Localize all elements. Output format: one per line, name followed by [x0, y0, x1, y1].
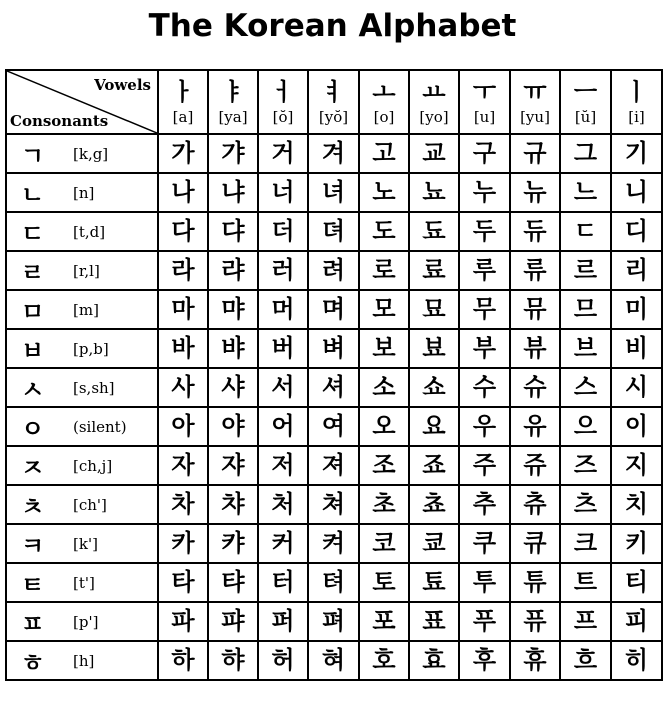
vowel-romanization: [ŭ]: [574, 108, 597, 126]
syllable-cell: 터: [258, 563, 308, 602]
syllable-cell: 먀: [208, 290, 258, 329]
consonants-label: Consonants: [10, 112, 109, 130]
syllable-cell: 수: [459, 368, 510, 407]
syllable-cell: 보: [359, 329, 409, 368]
consonant-romanization: [k']: [73, 534, 98, 553]
consonant-jamo: ㅁ: [21, 297, 45, 326]
syllable-cell: 캬: [208, 524, 258, 563]
syllable-cell: 코: [359, 524, 409, 563]
consonant-romanization: [m]: [73, 300, 99, 319]
syllable-cell: 여: [308, 407, 359, 446]
syllable-cell: 뱌: [208, 329, 258, 368]
consonant-row: [6, 290, 662, 329]
syllable-cell: 어: [258, 407, 308, 446]
syllable-cell: 흐: [560, 641, 611, 680]
syllable-cell: 류: [510, 251, 560, 290]
vowel-header-cell: [208, 70, 258, 134]
syllable-cell: 아: [158, 407, 208, 446]
syllable-cell: 햐: [208, 641, 258, 680]
syllable-cell: 뮤: [510, 290, 560, 329]
syllable-cell: 트: [560, 563, 611, 602]
syllable-cell: 로: [359, 251, 409, 290]
consonant-romanization: [h]: [73, 651, 95, 670]
syllable-cell: 듀: [510, 212, 560, 251]
syllable-cell: 프: [560, 602, 611, 641]
consonant-header-cell: [6, 407, 158, 446]
syllable-cell: 혀: [308, 641, 359, 680]
syllable-cell: 느: [560, 173, 611, 212]
syllable-cell: 퓨: [510, 602, 560, 641]
vowel-romanization: [ya]: [218, 108, 248, 126]
vowel-romanization: [o]: [373, 108, 395, 126]
syllable-cell: 고: [359, 134, 409, 173]
syllable-cell: 탸: [208, 563, 258, 602]
syllable-cell: 너: [258, 173, 308, 212]
syllable-cell: 초: [359, 485, 409, 524]
syllable-cell: 카: [158, 524, 208, 563]
consonant-jamo: ㅇ: [21, 414, 45, 443]
consonant-header-cell: [6, 173, 158, 212]
consonant-row: [6, 641, 662, 680]
syllable-cell: 호: [359, 641, 409, 680]
consonant-romanization: [t']: [73, 573, 95, 592]
syllable-cell: 쇼: [409, 368, 459, 407]
syllable-cell: 라: [158, 251, 208, 290]
syllable-cell: 므: [560, 290, 611, 329]
consonant-jamo: ㅋ: [21, 531, 45, 560]
syllable-cell: 벼: [308, 329, 359, 368]
syllable-cell: 다: [158, 212, 208, 251]
vowel-jamo: ㅏ: [171, 78, 195, 106]
syllable-cell: 머: [258, 290, 308, 329]
syllable-cell: 러: [258, 251, 308, 290]
vowel-header-cell: [158, 70, 208, 134]
consonant-row: [6, 329, 662, 368]
vowel-header-cell: [258, 70, 308, 134]
consonant-header-cell: [6, 134, 158, 173]
syllable-cell: 비: [611, 329, 662, 368]
consonant-romanization: [p,b]: [73, 339, 109, 358]
syllable-cell: 나: [158, 173, 208, 212]
syllable-cell: 기: [611, 134, 662, 173]
vowel-jamo: ㅕ: [321, 78, 346, 106]
consonant-row: [6, 602, 662, 641]
syllable-cell: 녀: [308, 173, 359, 212]
syllable-cell: 키: [611, 524, 662, 563]
consonant-header-cell: [6, 641, 158, 680]
syllable-cell: 며: [308, 290, 359, 329]
vowel-header-cell: [359, 70, 409, 134]
consonant-row: [6, 407, 662, 446]
consonant-row: [6, 134, 662, 173]
syllable-cell: 쳐: [308, 485, 359, 524]
consonant-header-cell: [6, 290, 158, 329]
syllable-cell: 챠: [208, 485, 258, 524]
vowel-jamo: ㅛ: [422, 78, 446, 106]
syllable-cell: 켜: [308, 524, 359, 563]
syllable-cell: 디: [611, 212, 662, 251]
syllable-cell: 쥬: [510, 446, 560, 485]
vowel-romanization: [u]: [473, 108, 496, 126]
syllable-cell: 저: [258, 446, 308, 485]
syllable-cell: 퍄: [208, 602, 258, 641]
syllable-cell: 됴: [409, 212, 459, 251]
syllable-cell: 포: [359, 602, 409, 641]
vowel-header-row: [6, 70, 662, 134]
syllable-cell: 이: [611, 407, 662, 446]
syllable-cell: 히: [611, 641, 662, 680]
syllable-cell: 랴: [208, 251, 258, 290]
syllable-cell: 뷰: [510, 329, 560, 368]
vowel-jamo: ㅗ: [372, 78, 396, 106]
syllable-cell: 투: [459, 563, 510, 602]
syllable-cell: 샤: [208, 368, 258, 407]
consonant-row: [6, 485, 662, 524]
vowel-header-cell: [510, 70, 560, 134]
syllable-cell: 규: [510, 134, 560, 173]
syllable-cell: 튜: [510, 563, 560, 602]
consonant-jamo: ㅈ: [21, 453, 45, 482]
consonant-header-cell: [6, 563, 158, 602]
consonant-row: [6, 251, 662, 290]
syllable-cell: 쵸: [409, 485, 459, 524]
vowel-header-cell: [409, 70, 459, 134]
vowel-jamo: ㅠ: [523, 78, 547, 106]
syllable-cell: 쿠: [459, 524, 510, 563]
vowel-romanization: [yŏ]: [318, 108, 349, 126]
syllable-cell: 미: [611, 290, 662, 329]
syllable-cell: 표: [409, 602, 459, 641]
syllable-cell: 브: [560, 329, 611, 368]
syllable-cell: 뉴: [510, 173, 560, 212]
consonant-row: [6, 212, 662, 251]
syllable-cell: 쟈: [208, 446, 258, 485]
syllable-cell: 커: [258, 524, 308, 563]
vowel-header-cell: [308, 70, 359, 134]
consonant-jamo: ㅊ: [21, 492, 45, 521]
syllable-cell: 조: [359, 446, 409, 485]
syllable-cell: 차: [158, 485, 208, 524]
syllable-cell: 추: [459, 485, 510, 524]
syllable-cell: 르: [560, 251, 611, 290]
syllable-cell: 오: [359, 407, 409, 446]
consonant-row: [6, 173, 662, 212]
consonant-jamo: ㅅ: [21, 375, 45, 404]
consonant-header-cell: [6, 602, 158, 641]
syllable-cell: 츠: [560, 485, 611, 524]
syllable-cell: 가: [158, 134, 208, 173]
syllable-cell: 퍼: [258, 602, 308, 641]
syllable-cell: 겨: [308, 134, 359, 173]
syllable-cell: 뵤: [409, 329, 459, 368]
consonant-romanization: [ch']: [73, 495, 107, 514]
vowel-header-cell: [560, 70, 611, 134]
consonant-romanization: [k,g]: [73, 144, 109, 163]
consonant-row: [6, 563, 662, 602]
syllable-cell: 후: [459, 641, 510, 680]
syllable-cell: 야: [208, 407, 258, 446]
consonant-header-cell: [6, 251, 158, 290]
syllable-cell: 처: [258, 485, 308, 524]
syllable-cell: 텨: [308, 563, 359, 602]
syllable-cell: 피: [611, 602, 662, 641]
syllable-cell: 도: [359, 212, 409, 251]
vowel-jamo: ㅣ: [624, 78, 649, 106]
consonant-row: [6, 368, 662, 407]
syllable-cell: 부: [459, 329, 510, 368]
consonant-jamo: ㄷ: [21, 219, 45, 248]
syllable-cell: 유: [510, 407, 560, 446]
syllable-cell: 소: [359, 368, 409, 407]
syllable-cell: 더: [258, 212, 308, 251]
syllable-cell: 툐: [409, 563, 459, 602]
consonant-romanization: [r,l]: [73, 261, 100, 280]
syllable-cell: 우: [459, 407, 510, 446]
syllable-cell: 지: [611, 446, 662, 485]
syllable-cell: 료: [409, 251, 459, 290]
syllable-cell: 펴: [308, 602, 359, 641]
syllable-cell: 져: [308, 446, 359, 485]
syllable-cell: 주: [459, 446, 510, 485]
consonant-jamo: ㄱ: [21, 141, 45, 170]
syllable-cell: 버: [258, 329, 308, 368]
syllable-cell: 츄: [510, 485, 560, 524]
syllable-cell: 뎌: [308, 212, 359, 251]
consonant-romanization: [ch,j]: [73, 456, 113, 475]
syllable-cell: 뇨: [409, 173, 459, 212]
consonant-header-cell: [6, 368, 158, 407]
consonant-header-cell: [6, 524, 158, 563]
syllable-cell: 누: [459, 173, 510, 212]
syllable-cell: 갸: [208, 134, 258, 173]
consonant-jamo: ㅂ: [21, 336, 45, 365]
syllable-cell: 티: [611, 563, 662, 602]
vowel-romanization: [yu]: [520, 108, 550, 126]
syllable-cell: 리: [611, 251, 662, 290]
syllable-cell: 그: [560, 134, 611, 173]
consonant-romanization: [p']: [73, 612, 99, 631]
syllable-cell: 즈: [560, 446, 611, 485]
syllable-cell: 슈: [510, 368, 560, 407]
syllable-cell: 토: [359, 563, 409, 602]
page-title: The Korean Alphabet: [148, 8, 517, 44]
syllable-cell: 하: [158, 641, 208, 680]
consonant-jamo: ㅎ: [21, 648, 45, 677]
consonant-romanization: [n]: [73, 183, 95, 202]
consonant-row: [6, 446, 662, 485]
consonant-header-cell: [6, 212, 158, 251]
syllable-cell: 크: [560, 524, 611, 563]
syllable-cell: 시: [611, 368, 662, 407]
vowel-header-cell: [611, 70, 662, 134]
syllable-cell: 사: [158, 368, 208, 407]
syllable-cell: 구: [459, 134, 510, 173]
syllable-cell: 죠: [409, 446, 459, 485]
consonant-header-cell: [6, 446, 158, 485]
syllable-cell: 허: [258, 641, 308, 680]
consonant-romanization: [t,d]: [73, 222, 106, 241]
vowel-romanization: [ŏ]: [272, 108, 294, 126]
syllable-cell: 푸: [459, 602, 510, 641]
syllable-cell: 효: [409, 641, 459, 680]
consonant-jamo: ㅍ: [21, 609, 45, 638]
consonant-row: [6, 524, 662, 563]
consonant-romanization: (silent): [73, 417, 127, 436]
consonant-jamo: ㄹ: [21, 258, 45, 287]
vowel-romanization: [yo]: [419, 108, 449, 126]
syllable-cell: ㄷ: [560, 212, 611, 251]
alphabet-table: [5, 69, 663, 681]
vowels-label: Vowels: [94, 76, 151, 94]
syllable-cell: 으: [560, 407, 611, 446]
syllable-cell: 셔: [308, 368, 359, 407]
syllable-cell: 바: [158, 329, 208, 368]
consonant-jamo: ㄴ: [21, 180, 45, 209]
syllable-cell: 노: [359, 173, 409, 212]
syllable-cell: 자: [158, 446, 208, 485]
vowel-header-cell: [459, 70, 510, 134]
syllable-cell: 교: [409, 134, 459, 173]
syllable-cell: 스: [560, 368, 611, 407]
syllable-cell: 큐: [510, 524, 560, 563]
consonant-header-cell: [6, 329, 158, 368]
syllable-cell: 두: [459, 212, 510, 251]
corner-header-cell: [6, 70, 158, 134]
vowel-jamo: ㅑ: [221, 78, 245, 106]
syllable-cell: 마: [158, 290, 208, 329]
syllable-cell: 휴: [510, 641, 560, 680]
syllable-cell: 묘: [409, 290, 459, 329]
syllable-cell: 냐: [208, 173, 258, 212]
vowel-romanization: [i]: [628, 108, 645, 126]
vowel-jamo: ㅡ: [573, 78, 598, 106]
syllable-cell: 치: [611, 485, 662, 524]
vowel-jamo: ㅜ: [472, 78, 497, 106]
syllable-cell: 요: [409, 407, 459, 446]
consonant-jamo: ㅌ: [21, 570, 45, 599]
syllable-cell: 니: [611, 173, 662, 212]
syllable-cell: 쿄: [409, 524, 459, 563]
syllable-cell: 서: [258, 368, 308, 407]
vowel-romanization: [a]: [172, 108, 194, 126]
syllable-cell: 모: [359, 290, 409, 329]
vowel-jamo: ㅓ: [271, 78, 295, 106]
syllable-cell: 파: [158, 602, 208, 641]
syllable-cell: 루: [459, 251, 510, 290]
consonant-romanization: [s,sh]: [73, 378, 115, 397]
syllable-cell: 려: [308, 251, 359, 290]
syllable-cell: 무: [459, 290, 510, 329]
consonant-header-cell: [6, 485, 158, 524]
syllable-cell: 타: [158, 563, 208, 602]
syllable-cell: 댜: [208, 212, 258, 251]
syllable-cell: 거: [258, 134, 308, 173]
